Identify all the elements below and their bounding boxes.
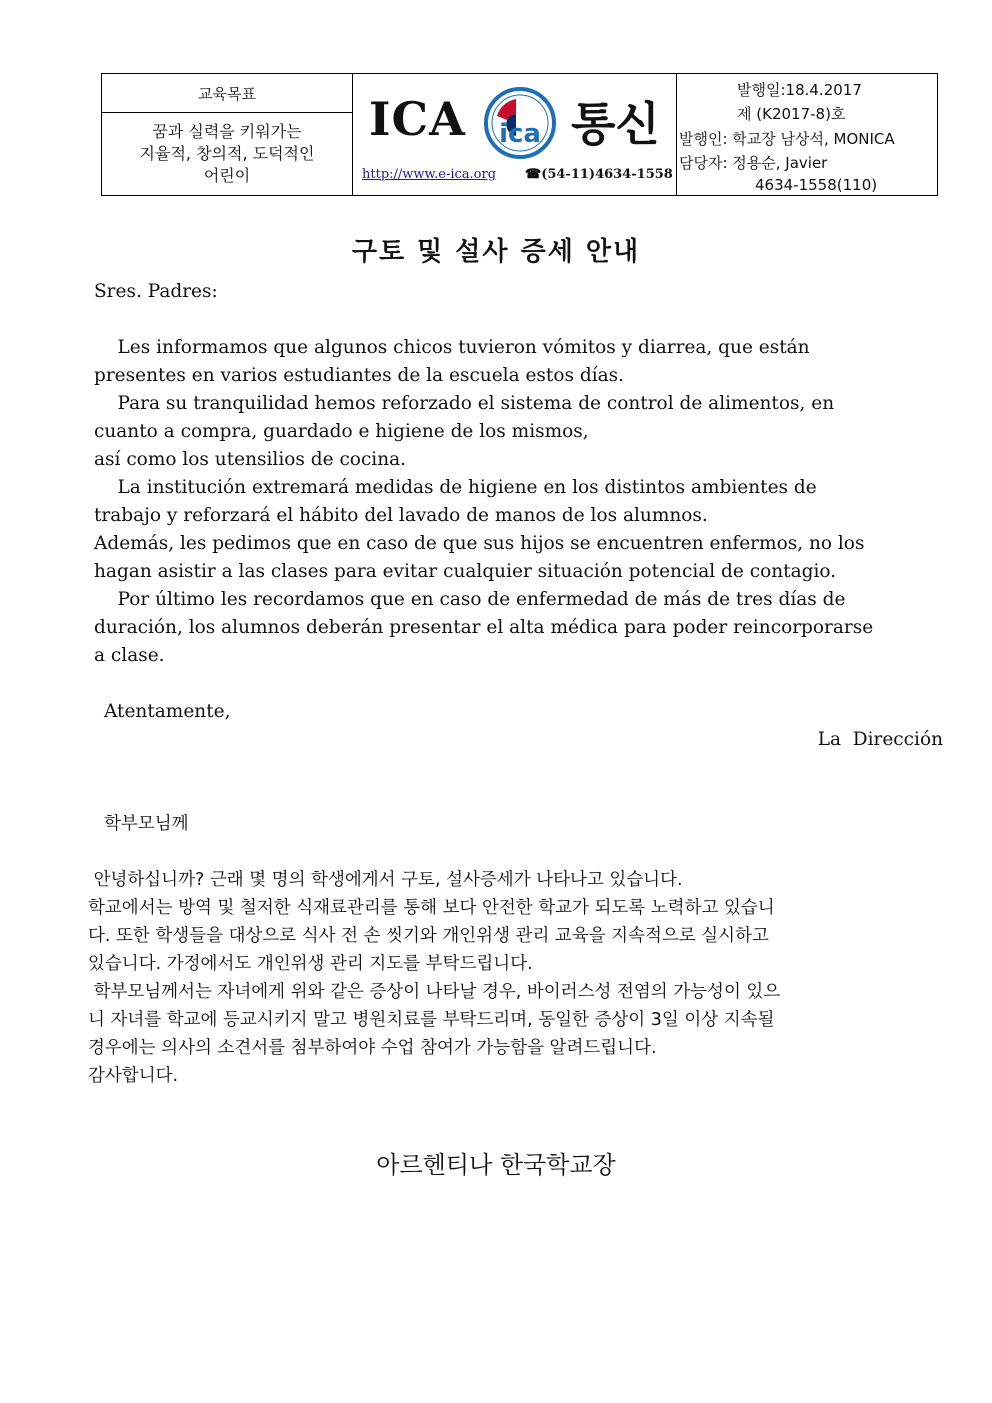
korean-line: 있습니다. 가정에서도 개인위생 관리 지도를 부탁드립니다. bbox=[88, 954, 533, 974]
spanish-line: Por último les recordamos que en caso de enfermedad de más de tres días de bbox=[94, 589, 846, 610]
goal-line: 어린이 bbox=[203, 166, 251, 185]
issue-number: 제 (K2017-8)호 bbox=[737, 105, 846, 123]
issue-date: 발행일:18.4.2017 bbox=[737, 81, 862, 99]
education-goal-text bbox=[102, 113, 352, 195]
korean-line: 경우에는 의사의 소견서를 첨부하여야 수업 참여가 가능함을 알려드립니다. bbox=[88, 1038, 657, 1058]
spanish-closing: Atentamente, bbox=[104, 701, 231, 722]
spanish-line: Para su tranquilidad hemos reforzado el sistema de control de alimentos, en bbox=[94, 393, 835, 414]
issue-info-column bbox=[677, 74, 937, 195]
korean-line: 안녕하십니까? 근래 몇 명의 학생에게서 구토, 설사증세가 나타나고 있습니다. bbox=[88, 870, 683, 890]
spanish-line: a clase. bbox=[94, 645, 165, 666]
logo-text: ica bbox=[499, 119, 541, 149]
document-title: 구토 및 설사 증세 안내 bbox=[351, 237, 641, 267]
korean-line: 학부모님께서는 자녀에게 위와 같은 증상이 나타날 경우, 바이러스성 전염의 가능성이 있으 bbox=[88, 982, 781, 1002]
brand-name: ICA bbox=[369, 92, 466, 146]
education-goal-title: 교육목표 bbox=[102, 74, 352, 113]
publisher: 발행인: 학교장 남상석, MONICA bbox=[679, 130, 895, 148]
contact-phone: 4634-1558(110) bbox=[755, 176, 878, 194]
masthead bbox=[353, 74, 677, 195]
spanish-line: trabajo y reforzará el hábito del lavado de manos de los alumnos. bbox=[94, 505, 708, 526]
education-goal-column bbox=[102, 74, 353, 195]
spanish-line: cuanto a compra, guardado e higiene de los mismos, bbox=[94, 421, 589, 442]
korean-salutation: 학부모님께 bbox=[104, 814, 189, 834]
korean-line: 감사합니다. bbox=[88, 1066, 179, 1086]
goal-line: 꿈과 실력을 키워가는 bbox=[152, 122, 302, 141]
principal-signoff: 아르헨티나 한국학교장 bbox=[376, 1151, 616, 1179]
goal-line: 지율적, 창의적, 도덕적인 bbox=[139, 144, 315, 163]
spanish-salutation: Sres. Padres: bbox=[94, 281, 218, 302]
school-logo-icon bbox=[483, 86, 557, 160]
spanish-line: La institución extremará medidas de higiene en los distintos ambientes de bbox=[94, 477, 817, 498]
spanish-line: presentes en varios estudiantes de la escuela estos días. bbox=[94, 365, 625, 386]
brand-suffix: 통신 bbox=[571, 97, 660, 151]
website-link[interactable]: http://www.e-ica.org bbox=[362, 167, 497, 182]
korean-line: 니 자녀를 학교에 등교시키지 말고 병원치료를 부탁드리며, 동일한 증상이 3일 이상 지속될 bbox=[88, 1010, 775, 1030]
korean-line: 학교에서는 방역 및 철저한 식재료관리를 통해 보다 안전한 학교가 되도록 노력하고 있습니 bbox=[88, 898, 775, 918]
spanish-line: hagan asistir a las clases para evitar cualquier situación potencial de contagio. bbox=[94, 561, 837, 582]
spanish-signature: La Dirección bbox=[817, 729, 943, 750]
contact-person: 담당자: 정용순, Javier bbox=[679, 154, 828, 172]
korean-line: 다. 또한 학생들을 대상으로 식사 전 손 씻기와 개인위생 관리 교육을 지속적으로 실시하고 bbox=[88, 926, 769, 946]
spanish-line: duración, los alumnos deberán presentar el alta médica para poder reincorporarse bbox=[94, 617, 874, 638]
phone-number: ☎(54-11)4634-1558 bbox=[525, 167, 673, 182]
spanish-line: Además, les pedimos que en caso de que sus hijos se encuentren enfermos, no los bbox=[94, 533, 865, 554]
spanish-line: Les informamos que algunos chicos tuvieron vómitos y diarrea, que están bbox=[94, 337, 810, 358]
spanish-line: así como los utensilios de cocina. bbox=[94, 449, 407, 470]
newsletter-header bbox=[101, 73, 938, 196]
